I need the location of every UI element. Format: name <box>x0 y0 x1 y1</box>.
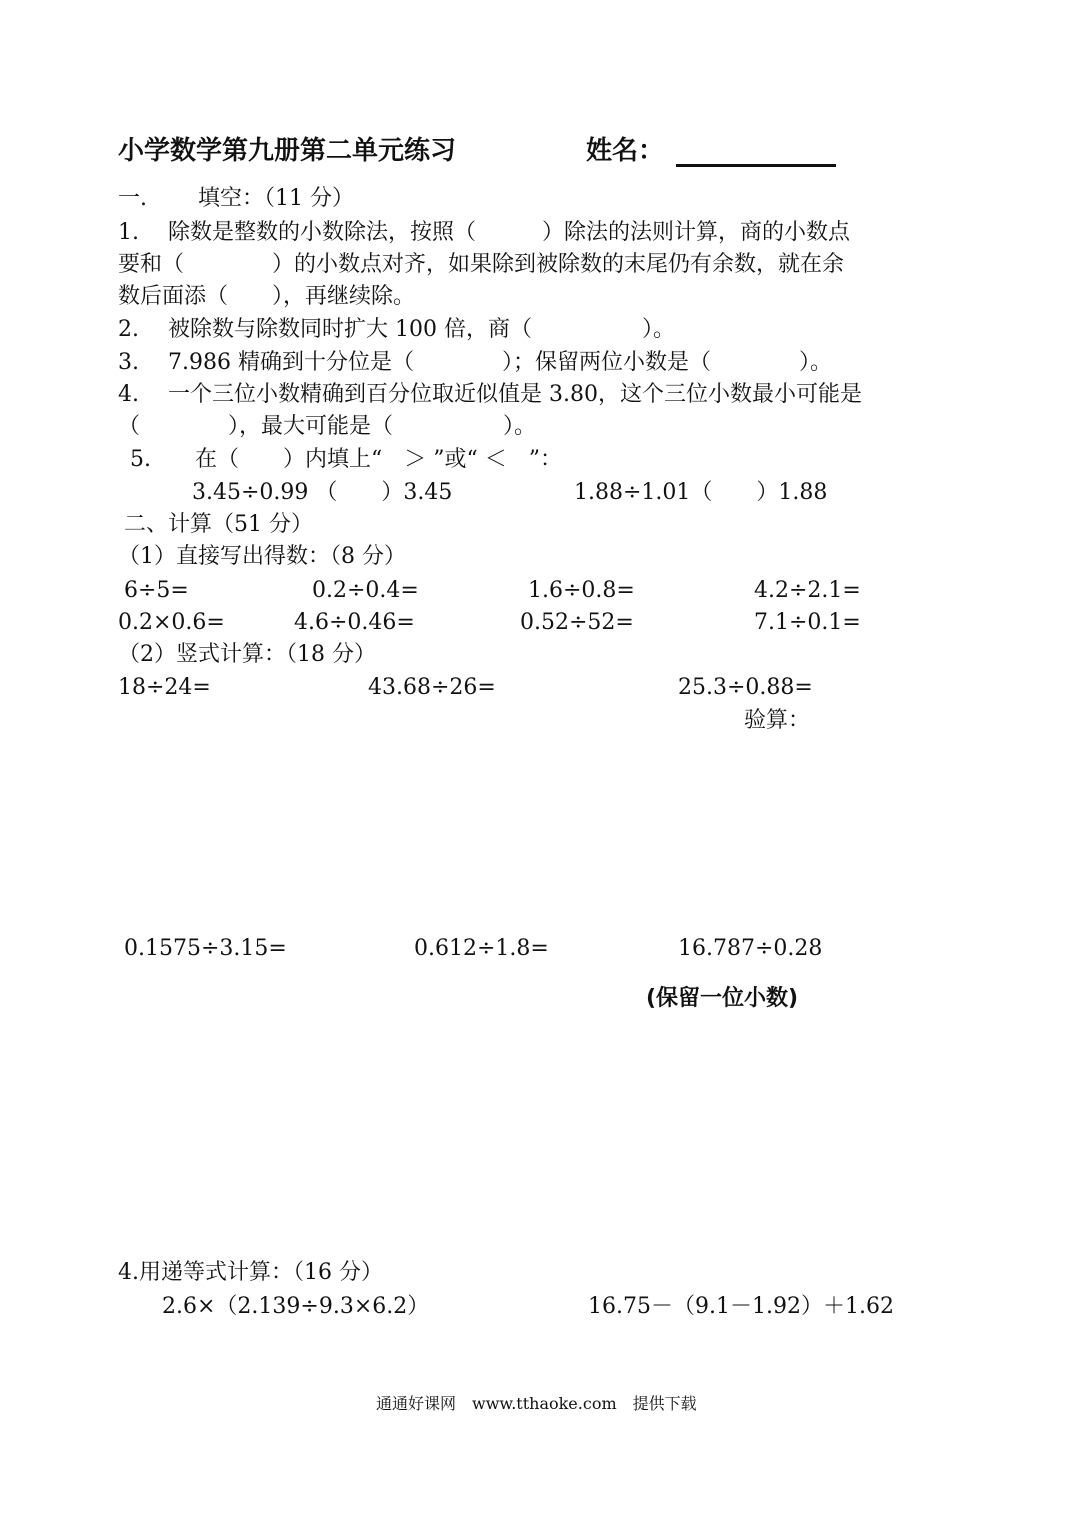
rounding-note: (保留一位小数) <box>646 986 799 1011</box>
step-calc-expression: 2.6×（2.139÷9.3×6.2） <box>162 1294 430 1319</box>
page-title: 小学数学第九册第二单元练习 <box>118 136 457 166</box>
question-1-line-2: 要和（ ）的小数点对齐，如果除到被除数的末尾仍有余数，就在余 <box>118 252 845 277</box>
step-calc-expression: 16.75－（9.1－1.92）＋1.62 <box>588 1294 894 1319</box>
compare-item-a: 3.45÷0.99 （ ）3.45 <box>192 480 453 505</box>
mental-calc-item: 7.1÷0.1= <box>754 610 861 635</box>
question-1-line-1: 1. 除数是整数的小数除法，按照（ ）除法的法则计算，商的小数点 <box>118 220 850 245</box>
vertical-calc-item: 16.787÷0.28 <box>678 936 823 961</box>
name-label: 姓名： <box>586 136 665 166</box>
question-3: 3. 7.986 精确到十分位是（ ）；保留两位小数是（ ）。 <box>118 350 832 375</box>
section4-heading: 4.用递等式计算：（16 分） <box>118 1260 383 1285</box>
section2-heading: 二、计算（51 分） <box>124 512 313 537</box>
mental-calc-item: 4.6÷0.46= <box>294 610 415 635</box>
mental-calc-item: 0.2÷0.4= <box>312 578 419 603</box>
section1-heading: 一. 填空：（11 分） <box>118 186 354 211</box>
mental-calc-item: 6÷5= <box>124 578 189 603</box>
mental-calc-item: 1.6÷0.8= <box>528 578 635 603</box>
question-2: 2. 被除数与除数同时扩大 100 倍，商（ ）。 <box>118 317 675 342</box>
question-5: 5. 在（ ）内填上“ ＞ ”或“ ＜ ”： <box>130 447 562 472</box>
name-blank-line[interactable] <box>676 164 836 167</box>
question-1-line-3: 数后面添（ ），再继续除。 <box>118 284 416 309</box>
footer-text: 通通好课网 www.tthaoke.com 提供下载 <box>376 1394 697 1413</box>
vertical-calc-item: 0.612÷1.8= <box>414 936 549 961</box>
vertical-calc-item: 43.68÷26= <box>368 675 496 700</box>
check-label: 验算： <box>744 708 811 733</box>
vertical-calc-item: 18÷24= <box>118 675 211 700</box>
part1-heading: （1）直接写出得数：（8 分） <box>118 544 406 569</box>
mental-calc-item: 0.52÷52= <box>520 610 634 635</box>
mental-calc-item: 0.2×0.6= <box>118 610 225 635</box>
part2-heading: （2）竖式计算：（18 分） <box>118 642 376 667</box>
vertical-calc-item: 0.1575÷3.15= <box>124 936 287 961</box>
question-4-line-2: （ ），最大可能是（ ）。 <box>118 414 537 439</box>
vertical-calc-item: 25.3÷0.88= <box>678 675 813 700</box>
question-4-line-1: 4. 一个三位小数精确到百分位取近似值是 3.80，这个三位小数最小可能是 <box>118 382 862 407</box>
compare-item-b: 1.88÷1.01（ ）1.88 <box>574 480 828 505</box>
mental-calc-item: 4.2÷2.1= <box>754 578 861 603</box>
